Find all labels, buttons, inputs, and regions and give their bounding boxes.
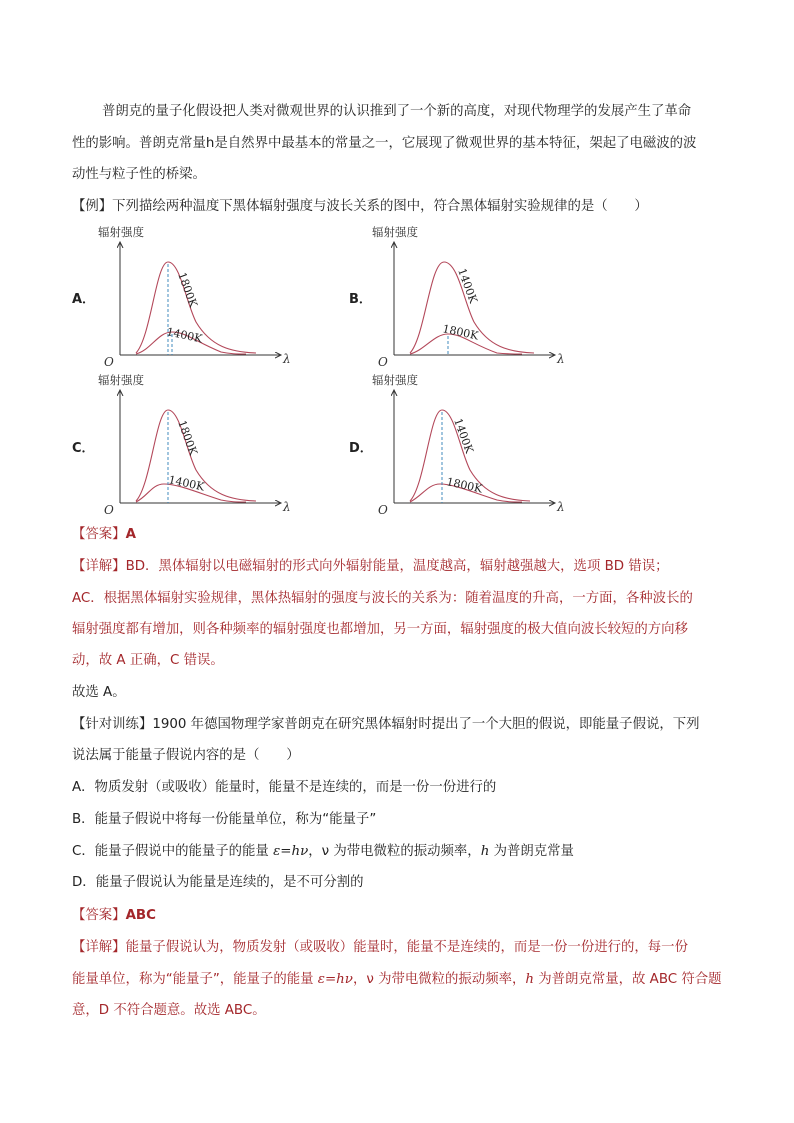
intro-line-3: 动性与粒子性的桥梁。: [72, 167, 206, 182]
training-detail-1: [72, 932, 732, 964]
option-d-label: D．: [349, 441, 373, 456]
y-axis-label: 辐射强度: [372, 225, 418, 239]
detail-2-mid: ，ν 为带电微粒的振动频率，: [352, 972, 526, 987]
option-b-label: B．: [349, 292, 372, 307]
training-question-1: 【针对训练】1900 年德国物理学家普朗克在研究黑体辐射时提出了一个大胆的假说，即能量子假说，下列: [72, 717, 700, 732]
answer-tag: 【答案】: [72, 908, 126, 923]
intro-line-1: 普朗克的量子化假设把人类对微观世界的认识推到了一个新的高度，对现代物理学的发展产生了革命: [102, 104, 692, 119]
label-high-temp: 1800K: [175, 418, 200, 458]
detail-2-post: 为普朗克常量，故 ABC 符合题: [534, 972, 722, 987]
y-axis-label: 辐射强度: [98, 225, 144, 239]
detail-text-1: BD．黑体辐射以电磁辐射的形式向外辐射能量，温度越高，辐射越强越大，选项 BD 错误；: [125, 559, 669, 574]
answer-value: A: [125, 527, 136, 542]
answer-tag: 【答案】: [72, 527, 126, 542]
x-axis-label: λ: [283, 500, 291, 514]
detail-tag: 【详解】: [72, 559, 126, 574]
option-c-post: 为普朗克常量: [489, 844, 574, 859]
graph-option-b: [372, 222, 572, 372]
detail-2-formula: ε=hν: [317, 972, 353, 987]
y-axis-label: 辐射强度: [372, 373, 418, 387]
example-question: 【例】下列描绘两种温度下黑体辐射强度与波长关系的图中，符合黑体辐射实验规律的是（ ）: [72, 199, 648, 214]
option-c-formula: ε=hν: [273, 844, 309, 859]
example-detail-2: AC．根据黑体辐射实验规律，黑体热辐射的强度与波长的关系为：随着温度的升高，一方面，各种波长的: [72, 591, 693, 606]
example-detail-4: 动，故 A 正确，C 错误。: [72, 653, 224, 668]
training-question-2: 说法属于能量子假说内容的是（ ）: [72, 748, 300, 763]
y-axis-label: 辐射强度: [98, 373, 144, 387]
example-detail-3: 辐射强度都有增加，则各种频率的辐射强度也都增加，另一方面，辐射强度的极大值向波长较短的方向移: [72, 622, 688, 637]
x-axis-label: λ: [283, 352, 291, 366]
training-detail-3: 意，D 不符合题意。故选 ABC。: [72, 1003, 266, 1018]
detail-2-h: h: [525, 972, 535, 987]
training-option-d: D．能量子假说认为能量是连续的，是不可分割的: [72, 875, 364, 890]
x-axis-label: λ: [557, 500, 565, 514]
example-detail-1: [72, 551, 732, 583]
answer-value: ABC: [125, 908, 156, 923]
training-detail-2: [72, 964, 732, 996]
example-answer: [72, 519, 732, 551]
training-option-a: A．物质发射（或吸收）能量时，能量不是连续的，而是一份一份进行的: [72, 780, 497, 795]
label-low-temp: 1400K: [167, 473, 206, 494]
detail-2-pre: 能量单位，称为“能量子”，能量子的能量: [72, 972, 318, 987]
intro-line-2: 性的影响。普朗克常量h是自然界中最基本的常量之一，它展现了微观世界的基本特征，架起了电磁波的波: [72, 136, 697, 151]
option-c-mid: ，ν 为带电微粒的振动频率，: [308, 844, 481, 859]
option-c-h: h: [480, 844, 490, 859]
label-low-temp: 1400K: [165, 325, 204, 346]
detail-text-1: 能量子假说认为，物质发射（或吸收）能量时，能量不是连续的，而是一份一份进行的，每一份: [125, 940, 688, 955]
training-option-c: [72, 836, 732, 868]
label-upper-temp: 1400K: [451, 416, 476, 456]
training-option-b: B．能量子假说中将每一份能量单位，称为“能量子”: [72, 812, 377, 827]
graph-option-a: [96, 222, 296, 372]
option-c-text: C．能量子假说中的能量子的能量: [72, 844, 274, 859]
training-answer: [72, 900, 732, 932]
origin-label: O: [378, 355, 388, 369]
graph-option-d: [372, 370, 572, 520]
origin-label: O: [378, 503, 388, 517]
label-high-temp: 1800K: [175, 270, 200, 310]
label-lower-temp: 1800K: [441, 322, 480, 343]
option-c-label: C．: [72, 441, 95, 456]
graph-option-c: [96, 370, 296, 520]
detail-tag: 【详解】: [72, 940, 126, 955]
x-axis-label: λ: [557, 352, 565, 366]
origin-label: O: [104, 355, 114, 369]
label-lower-temp: 1800K: [445, 475, 484, 496]
option-a-label: A．: [72, 292, 96, 307]
label-upper-temp: 1400K: [455, 266, 480, 306]
example-conclusion: 故选 A。: [72, 685, 126, 700]
origin-label: O: [104, 503, 114, 517]
